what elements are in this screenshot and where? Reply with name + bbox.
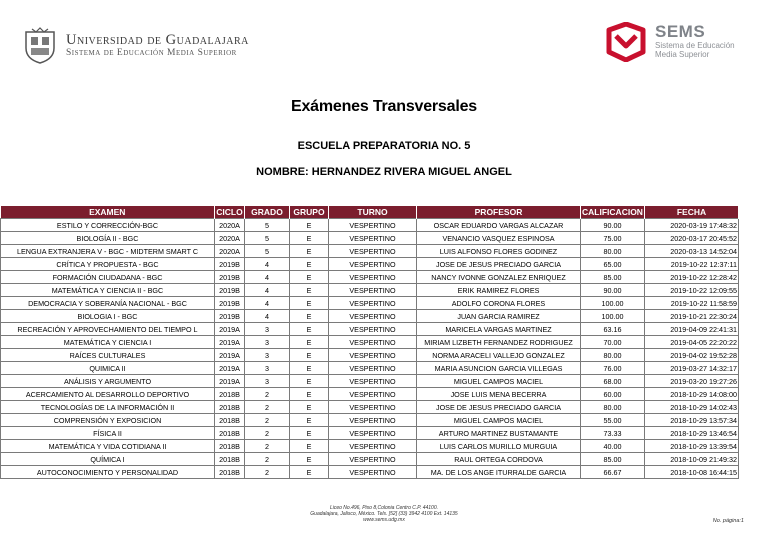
exams-table [0, 206, 739, 479]
table-row [1, 453, 739, 466]
column-header-profesor: PROFESOR [417, 206, 581, 219]
cell-profesor: MIGUEL CAMPOS MACIEL [417, 414, 581, 427]
table-row [1, 219, 739, 232]
page-title: Exámenes Transversales [291, 98, 477, 115]
cell-ciclo: 2019A [215, 323, 245, 336]
cell-profesor: ARTURO MARTINEZ BUSTAMANTE [417, 427, 581, 440]
cell-fecha: 2020-03-13 14:52:04 [645, 245, 739, 258]
sems-name: SEMS [655, 22, 706, 41]
cell-calificacion: 65.00 [581, 258, 645, 271]
cell-grupo: E [290, 258, 329, 271]
table-body [1, 219, 739, 479]
cell-turno: VESPERTINO [329, 336, 417, 349]
cell-examen: DEMOCRACIA Y SOBERANÍA NACIONAL - BGC [1, 297, 215, 310]
cell-ciclo: 2018B [215, 453, 245, 466]
cell-grado: 5 [245, 219, 290, 232]
udg-name: Universidad de Guadalajara [66, 31, 249, 48]
cell-calificacion: 85.00 [581, 453, 645, 466]
cell-examen: RECREACIÓN Y APROVECHAMIENTO DEL TIEMPO L [1, 323, 215, 336]
cell-fecha: 2020-03-19 17:48:32 [645, 219, 739, 232]
cell-fecha: 2019-04-09 22:41:31 [645, 323, 739, 336]
cell-grupo: E [290, 219, 329, 232]
student-name: NOMBRE: HERNANDEZ RIVERA MIGUEL ANGEL [256, 166, 512, 178]
cell-profesor: LUIS ALFONSO FLORES GODINEZ [417, 245, 581, 258]
cell-profesor: LUIS CARLOS MURILLO MURGUIA [417, 440, 581, 453]
cell-grado: 4 [245, 271, 290, 284]
cell-ciclo: 2020A [215, 219, 245, 232]
cell-calificacion: 80.00 [581, 245, 645, 258]
cell-fecha: 2018-10-29 13:39:54 [645, 440, 739, 453]
sems-subtitle-line1: Sistema de Educación [655, 41, 735, 50]
cell-calificacion: 68.00 [581, 375, 645, 388]
cell-examen: AUTOCONOCIMIENTO Y PERSONALIDAD [1, 466, 215, 479]
cell-grupo: E [290, 401, 329, 414]
cell-turno: VESPERTINO [329, 219, 417, 232]
cell-profesor: JOSE DE JESUS PRECIADO GARCIA [417, 401, 581, 414]
footer-line-2: Guadalajara, Jalisco, México. Tels. [52] (33) 3942 4100 Ext. 14135 [310, 511, 458, 517]
cell-grado: 3 [245, 375, 290, 388]
table-row [1, 323, 739, 336]
cell-examen: BIOLOGÍA II - BGC [1, 232, 215, 245]
cell-grupo: E [290, 271, 329, 284]
cell-grupo: E [290, 466, 329, 479]
cell-grupo: E [290, 427, 329, 440]
page-number: No. página:1 [712, 518, 744, 524]
cell-fecha: 2018-10-29 13:46:54 [645, 427, 739, 440]
cell-fecha: 2019-04-02 19:52:28 [645, 349, 739, 362]
table-row [1, 310, 739, 323]
cell-ciclo: 2019A [215, 375, 245, 388]
cell-turno: VESPERTINO [329, 323, 417, 336]
cell-ciclo: 2018B [215, 401, 245, 414]
cell-examen: ACERCAMIENTO AL DESARROLLO DEPORTIVO [1, 388, 215, 401]
cell-ciclo: 2019B [215, 284, 245, 297]
cell-fecha: 2019-10-21 22:30:24 [645, 310, 739, 323]
cell-calificacion: 70.00 [581, 336, 645, 349]
cell-profesor: NANCY IVONNE GONZALEZ ENRIQUEZ [417, 271, 581, 284]
table-row [1, 414, 739, 427]
cell-turno: VESPERTINO [329, 453, 417, 466]
cell-grupo: E [290, 336, 329, 349]
cell-profesor: MIGUEL CAMPOS MACIEL [417, 375, 581, 388]
cell-ciclo: 2020A [215, 245, 245, 258]
udg-seal-icon [22, 26, 58, 64]
cell-grado: 2 [245, 388, 290, 401]
cell-grado: 3 [245, 362, 290, 375]
cell-grado: 5 [245, 232, 290, 245]
cell-profesor: OSCAR EDUARDO VARGAS ALCAZAR [417, 219, 581, 232]
cell-grupo: E [290, 349, 329, 362]
cell-examen: MATEMÁTICA Y CIENCIA II - BGC [1, 284, 215, 297]
cell-ciclo: 2019B [215, 310, 245, 323]
cell-grupo: E [290, 323, 329, 336]
cell-ciclo: 2018B [215, 440, 245, 453]
cell-grado: 2 [245, 466, 290, 479]
cell-profesor: ERIK RAMIREZ FLORES [417, 284, 581, 297]
table-row [1, 375, 739, 388]
cell-examen: QUÍMICA I [1, 453, 215, 466]
table-row [1, 284, 739, 297]
school-name: ESCUELA PREPARATORIA NO. 5 [297, 140, 471, 152]
cell-ciclo: 2019A [215, 349, 245, 362]
cell-turno: VESPERTINO [329, 375, 417, 388]
footer-line-1: Liceo No.496, Piso 8,Colonia Centro C.P. 44100. [329, 505, 439, 511]
cell-turno: VESPERTINO [329, 401, 417, 414]
cell-turno: VESPERTINO [329, 427, 417, 440]
cell-grado: 2 [245, 427, 290, 440]
table-row [1, 245, 739, 258]
cell-grado: 2 [245, 440, 290, 453]
cell-examen: MATEMÁTICA Y VIDA COTIDIANA II [1, 440, 215, 453]
cell-fecha: 2019-03-20 19:27:26 [645, 375, 739, 388]
cell-grupo: E [290, 453, 329, 466]
column-header-grado: GRADO [245, 206, 290, 219]
cell-examen: QUIMICA II [1, 362, 215, 375]
cell-grado: 2 [245, 414, 290, 427]
cell-examen: BIOLOGIA I - BGC [1, 310, 215, 323]
cell-profesor: JOSE DE JESUS PRECIADO GARCIA [417, 258, 581, 271]
cell-grado: 2 [245, 453, 290, 466]
cell-fecha: 2019-10-22 12:28:42 [645, 271, 739, 284]
cell-fecha: 2019-03-27 14:32:17 [645, 362, 739, 375]
cell-calificacion: 85.00 [581, 271, 645, 284]
cell-grupo: E [290, 388, 329, 401]
cell-fecha: 2020-03-17 20:45:52 [645, 232, 739, 245]
cell-ciclo: 2019B [215, 297, 245, 310]
cell-turno: VESPERTINO [329, 388, 417, 401]
column-header-turno: TURNO [329, 206, 417, 219]
cell-turno: VESPERTINO [329, 245, 417, 258]
sems-logo [603, 22, 735, 62]
cell-profesor: ADOLFO CORONA FLORES [417, 297, 581, 310]
cell-examen: FORMACIÓN CIUDADANA - BGC [1, 271, 215, 284]
cell-fecha: 2018-10-29 14:08:00 [645, 388, 739, 401]
cell-ciclo: 2019A [215, 336, 245, 349]
cell-grado: 5 [245, 245, 290, 258]
footer-address [0, 505, 768, 523]
cell-turno: VESPERTINO [329, 232, 417, 245]
cell-calificacion: 100.00 [581, 310, 645, 323]
cell-calificacion: 90.00 [581, 219, 645, 232]
cell-fecha: 2019-10-22 12:37:11 [645, 258, 739, 271]
column-header-grupo: GRUPO [290, 206, 329, 219]
cell-grupo: E [290, 284, 329, 297]
cell-turno: VESPERTINO [329, 349, 417, 362]
cell-fecha: 2019-04-05 22:20:22 [645, 336, 739, 349]
cell-turno: VESPERTINO [329, 297, 417, 310]
cell-ciclo: 2019A [215, 362, 245, 375]
cell-examen: ANÁLISIS Y ARGUMENTO [1, 375, 215, 388]
cell-profesor: RAUL ORTEGA CORDOVA [417, 453, 581, 466]
cell-examen: TECNOLOGÍAS DE LA INFORMACIÓN II [1, 401, 215, 414]
cell-grupo: E [290, 414, 329, 427]
cell-fecha: 2018-10-29 14:02:43 [645, 401, 739, 414]
udg-subtitle: Sistema de Educación Media Superior [66, 47, 237, 58]
cell-turno: VESPERTINO [329, 258, 417, 271]
cell-grado: 4 [245, 297, 290, 310]
cell-grupo: E [290, 375, 329, 388]
column-header-calificacion: CALIFICACION [582, 207, 643, 217]
cell-turno: VESPERTINO [329, 310, 417, 323]
cell-grado: 3 [245, 323, 290, 336]
cell-grado: 3 [245, 349, 290, 362]
table-row [1, 466, 739, 479]
cell-grupo: E [290, 245, 329, 258]
cell-fecha: 2018-10-08 16:44:15 [645, 466, 739, 479]
table-row [1, 349, 739, 362]
cell-turno: VESPERTINO [329, 362, 417, 375]
cell-turno: VESPERTINO [329, 284, 417, 297]
cell-grupo: E [290, 310, 329, 323]
cell-ciclo: 2019B [215, 271, 245, 284]
cell-turno: VESPERTINO [329, 440, 417, 453]
cell-calificacion: 76.00 [581, 362, 645, 375]
cell-profesor: MA. DE LOS ANGE ITURRALDE GARCIA [417, 466, 581, 479]
cell-examen: COMPRENSIÓN Y EXPOSICION [1, 414, 215, 427]
cell-grado: 4 [245, 258, 290, 271]
cell-grupo: E [290, 440, 329, 453]
cell-calificacion: 63.16 [581, 323, 645, 336]
cell-ciclo: 2020A [215, 232, 245, 245]
udg-logo [22, 26, 249, 64]
cell-profesor: MARICELA VARGAS MARTINEZ [417, 323, 581, 336]
column-header-ciclo: CICLO [216, 207, 243, 217]
sems-subtitle-line2: Media Superior [655, 50, 710, 59]
cell-calificacion: 90.00 [581, 284, 645, 297]
cell-grado: 3 [245, 336, 290, 349]
table-row [1, 388, 739, 401]
footer-line-3: www.sems.udg.mx [363, 517, 405, 523]
column-header-examen: EXAMEN [1, 206, 215, 219]
cell-profesor: VENANCIO VASQUEZ ESPINOSA [417, 232, 581, 245]
cell-examen: ESTILO Y CORRECCIÓN-BGC [1, 219, 215, 232]
table-row [1, 401, 739, 414]
cell-calificacion: 73.33 [581, 427, 645, 440]
table-row [1, 271, 739, 284]
cell-grupo: E [290, 297, 329, 310]
cell-ciclo: 2018B [215, 427, 245, 440]
cell-ciclo: 2019B [215, 258, 245, 271]
cell-profesor: JUAN GARCIA RAMIREZ [417, 310, 581, 323]
cell-fecha: 2018-10-09 21:49:32 [645, 453, 739, 466]
cell-profesor: NORMA ARACELI VALLEJO GONZALEZ [417, 349, 581, 362]
table-header-row [1, 206, 739, 219]
column-header-fecha: FECHA [645, 206, 739, 219]
cell-turno: VESPERTINO [329, 414, 417, 427]
cell-examen: MATEMÁTICA Y CIENCIA I [1, 336, 215, 349]
cell-calificacion: 80.00 [581, 401, 645, 414]
table-row [1, 297, 739, 310]
cell-calificacion: 40.00 [581, 440, 645, 453]
cell-grado: 4 [245, 310, 290, 323]
table-row [1, 232, 739, 245]
table-row [1, 440, 739, 453]
cell-fecha: 2019-10-22 12:09:55 [645, 284, 739, 297]
cell-calificacion: 60.00 [581, 388, 645, 401]
table-row [1, 427, 739, 440]
cell-calificacion: 55.00 [581, 414, 645, 427]
table-row [1, 362, 739, 375]
cell-calificacion: 66.67 [581, 466, 645, 479]
cell-ciclo: 2018B [215, 388, 245, 401]
cell-fecha: 2019-10-22 11:58:59 [645, 297, 739, 310]
cell-profesor: MARIA ASUNCION GARCIA VILLEGAS [417, 362, 581, 375]
cell-ciclo: 2018B [215, 466, 245, 479]
cell-grupo: E [290, 232, 329, 245]
cell-examen: RAÍCES CULTURALES [1, 349, 215, 362]
cell-profesor: MIRIAM LIZBETH FERNANDEZ RODRIGUEZ [417, 336, 581, 349]
cell-examen: LENGUA EXTRANJERA V - BGC - MIDTERM SMART C [1, 245, 215, 258]
cell-turno: VESPERTINO [329, 271, 417, 284]
cell-calificacion: 100.00 [581, 297, 645, 310]
table-row [1, 258, 739, 271]
cell-calificacion: 80.00 [581, 349, 645, 362]
cell-profesor: JOSE LUIS MENA BECERRA [417, 388, 581, 401]
cell-examen: CRÍTICA Y PROPUESTA - BGC [1, 258, 215, 271]
cell-examen: FÍSICA II [1, 427, 215, 440]
cell-grado: 2 [245, 401, 290, 414]
cell-grado: 4 [245, 284, 290, 297]
cell-ciclo: 2018B [215, 414, 245, 427]
cell-fecha: 2018-10-29 13:57:34 [645, 414, 739, 427]
sems-mark-icon [603, 22, 649, 62]
cell-grupo: E [290, 362, 329, 375]
cell-calificacion: 75.00 [581, 232, 645, 245]
cell-turno: VESPERTINO [329, 466, 417, 479]
table-row [1, 336, 739, 349]
